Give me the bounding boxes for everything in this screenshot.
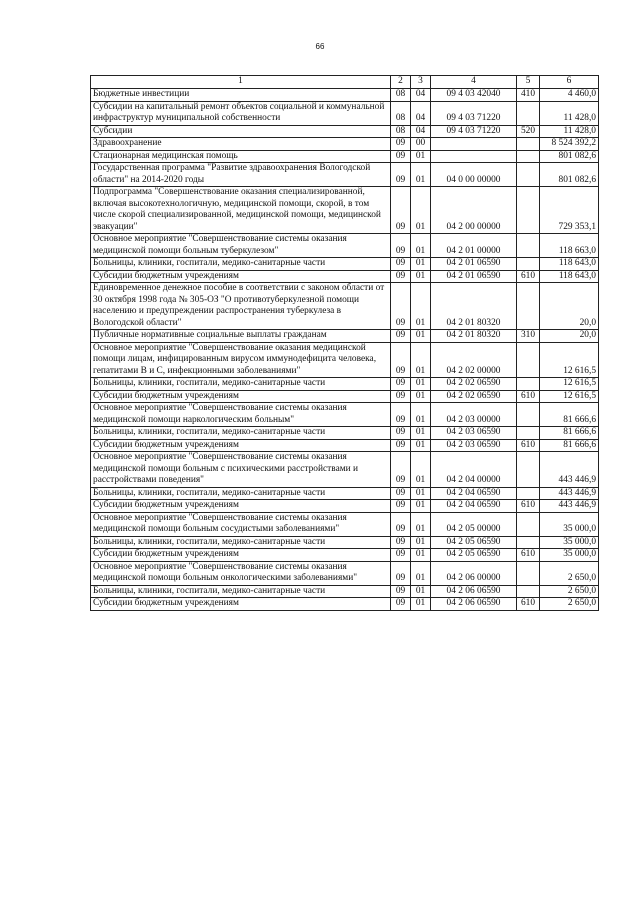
section-code-cell: 09	[391, 283, 411, 330]
subsection-code-cell: 01	[411, 403, 431, 427]
expense-type-cell	[517, 452, 540, 488]
amount-cell: 118 643,0	[540, 270, 599, 283]
table-row	[91, 101, 599, 125]
amount-cell: 8 524 392,2	[540, 138, 599, 151]
subsection-code-cell: 04	[411, 89, 431, 102]
section-code-cell: 09	[391, 500, 411, 513]
row-name-cell: Больницы, клиники, госпитали, медико-санитарные части	[91, 585, 391, 598]
table-header	[91, 76, 599, 89]
amount-cell: 2 650,0	[540, 585, 599, 598]
row-name-cell: Субсидии	[91, 125, 391, 138]
amount-cell: 20,0	[540, 283, 599, 330]
subsection-code-cell: 01	[411, 585, 431, 598]
row-name-cell: Основное мероприятие "Совершенствование системы оказания медицинской помощи наркологическим больным"	[91, 403, 391, 427]
table-row	[91, 390, 599, 403]
target-article-cell: 04 2 06 00000	[431, 561, 517, 585]
amount-cell: 81 666,6	[540, 427, 599, 440]
header-col-6: 6	[540, 76, 599, 89]
section-code-cell: 09	[391, 234, 411, 258]
target-article-cell: 04 2 05 06590	[431, 536, 517, 549]
header-col-2: 2	[391, 76, 411, 89]
amount-cell: 35 000,0	[540, 549, 599, 562]
target-article-cell: 04 2 01 80320	[431, 330, 517, 343]
table-row	[91, 403, 599, 427]
expense-type-cell	[517, 536, 540, 549]
amount-cell: 801 082,6	[540, 150, 599, 163]
table-row	[91, 89, 599, 102]
target-article-cell: 04 2 03 06590	[431, 439, 517, 452]
subsection-code-cell: 01	[411, 439, 431, 452]
table-row	[91, 549, 599, 562]
amount-cell: 12 616,5	[540, 342, 599, 378]
row-name-cell: Основное мероприятие "Совершенствование системы оказания медицинской помощи больным онкологическими заболеваниями"	[91, 561, 391, 585]
subsection-code-cell: 01	[411, 258, 431, 271]
row-name-cell: Основное мероприятие "Совершенствование оказания медицинской помощи лицам, инфицированным вирусом иммунодефицита человека, гепатитами В и С, инфекционными заболеваниями"	[91, 342, 391, 378]
subsection-code-cell: 00	[411, 138, 431, 151]
expense-type-cell	[517, 258, 540, 271]
amount-cell: 118 643,0	[540, 258, 599, 271]
section-code-cell: 09	[391, 585, 411, 598]
table-row	[91, 125, 599, 138]
section-code-cell: 09	[391, 330, 411, 343]
target-article-cell: 09 4 03 71220	[431, 125, 517, 138]
subsection-code-cell: 01	[411, 390, 431, 403]
amount-cell: 2 650,0	[540, 561, 599, 585]
expense-type-cell	[517, 234, 540, 258]
row-name-cell: Субсидии на капитальный ремонт объектов социальной и коммунальной инфраструктур муниципальной собственности	[91, 101, 391, 125]
section-code-cell: 08	[391, 101, 411, 125]
row-name-cell: Субсидии бюджетным учреждениям	[91, 270, 391, 283]
subsection-code-cell: 01	[411, 270, 431, 283]
subsection-code-cell: 01	[411, 330, 431, 343]
subsection-code-cell: 01	[411, 512, 431, 536]
expense-type-cell	[517, 163, 540, 187]
amount-cell: 2 650,0	[540, 598, 599, 611]
section-code-cell: 09	[391, 342, 411, 378]
target-article-cell: 04 2 03 06590	[431, 427, 517, 440]
table-row	[91, 187, 599, 234]
header-col-5: 5	[517, 76, 540, 89]
row-name-cell: Основное мероприятие "Совершенствование системы оказания медицинской помощи больным туберкулезом"	[91, 234, 391, 258]
section-code-cell: 09	[391, 452, 411, 488]
target-article-cell: 04 2 01 80320	[431, 283, 517, 330]
amount-cell: 443 446,9	[540, 500, 599, 513]
table-row	[91, 598, 599, 611]
subsection-code-cell: 01	[411, 500, 431, 513]
table-row	[91, 452, 599, 488]
table-row	[91, 283, 599, 330]
section-code-cell: 09	[391, 561, 411, 585]
row-name-cell: Субсидии бюджетным учреждениям	[91, 439, 391, 452]
expense-type-cell	[517, 427, 540, 440]
row-name-cell: Подпрограмма "Совершенствование оказания специализированной, включая высокотехнологичную, медицинской помощи, скорой, в том числе скорой специализированной, медицинской помощи, медицинской эвакуации"	[91, 187, 391, 234]
target-article-cell: 04 2 05 00000	[431, 512, 517, 536]
row-name-cell: Основное мероприятие "Совершенствование системы оказания медицинской помощи больным сосудистыми заболеваниями"	[91, 512, 391, 536]
table-row	[91, 163, 599, 187]
target-article-cell: 04 2 02 06590	[431, 390, 517, 403]
header-row	[91, 76, 599, 89]
row-name-cell: Субсидии бюджетным учреждениям	[91, 390, 391, 403]
table-row	[91, 342, 599, 378]
expense-type-cell	[517, 585, 540, 598]
amount-cell: 35 000,0	[540, 536, 599, 549]
expense-type-cell: 610	[517, 549, 540, 562]
amount-cell: 118 663,0	[540, 234, 599, 258]
target-article-cell: 04 2 01 00000	[431, 234, 517, 258]
budget-table	[90, 75, 599, 611]
table-row	[91, 585, 599, 598]
amount-cell: 11 428,0	[540, 101, 599, 125]
target-article-cell: 04 2 01 06590	[431, 270, 517, 283]
expense-type-cell: 610	[517, 390, 540, 403]
expense-type-cell	[517, 403, 540, 427]
table-row	[91, 150, 599, 163]
subsection-code-cell: 01	[411, 561, 431, 585]
row-name-cell: Больницы, клиники, госпитали, медико-санитарные части	[91, 536, 391, 549]
table-row	[91, 258, 599, 271]
subsection-code-cell: 01	[411, 536, 431, 549]
target-article-cell: 09 4 03 42040	[431, 89, 517, 102]
table-row	[91, 378, 599, 391]
expense-type-cell	[517, 101, 540, 125]
target-article-cell: 04 2 06 06590	[431, 598, 517, 611]
subsection-code-cell: 01	[411, 163, 431, 187]
expense-type-cell	[517, 138, 540, 151]
table-row	[91, 536, 599, 549]
target-article-cell: 04 2 04 00000	[431, 452, 517, 488]
target-article-cell: 04 2 00 00000	[431, 187, 517, 234]
header-col-4: 4	[431, 76, 517, 89]
subsection-code-cell: 01	[411, 283, 431, 330]
target-article-cell: 04 2 05 06590	[431, 549, 517, 562]
table-row	[91, 500, 599, 513]
row-name-cell: Больницы, клиники, госпитали, медико-санитарные части	[91, 378, 391, 391]
amount-cell: 443 446,9	[540, 452, 599, 488]
target-article-cell: 04 2 02 00000	[431, 342, 517, 378]
amount-cell: 443 446,9	[540, 487, 599, 500]
target-article-cell: 04 2 03 00000	[431, 403, 517, 427]
row-name-cell: Больницы, клиники, госпитали, медико-санитарные части	[91, 487, 391, 500]
table-row	[91, 427, 599, 440]
section-code-cell: 09	[391, 439, 411, 452]
subsection-code-cell: 01	[411, 452, 431, 488]
section-code-cell: 09	[391, 487, 411, 500]
row-name-cell: Государственная программа "Развитие здравоохранения Вологодской области" на 2014-2020 годы	[91, 163, 391, 187]
row-name-cell: Стационарная медицинская помощь	[91, 150, 391, 163]
table-row	[91, 138, 599, 151]
expense-type-cell	[517, 561, 540, 585]
expense-type-cell: 610	[517, 439, 540, 452]
subsection-code-cell: 01	[411, 342, 431, 378]
target-article-cell: 04 2 02 06590	[431, 378, 517, 391]
row-name-cell: Единовременное денежное пособие в соответствии с законом области от 30 октября 1998 года № 305-ОЗ "О противотуберкулезной помощи населению и предупреждении распространения туберкулеза в Вологодской области"	[91, 283, 391, 330]
row-name-cell: Субсидии бюджетным учреждениям	[91, 549, 391, 562]
table-row	[91, 234, 599, 258]
row-name-cell: Субсидии бюджетным учреждениям	[91, 598, 391, 611]
amount-cell: 4 460,0	[540, 89, 599, 102]
section-code-cell: 09	[391, 549, 411, 562]
section-code-cell: 09	[391, 598, 411, 611]
section-code-cell: 09	[391, 270, 411, 283]
section-code-cell: 09	[391, 403, 411, 427]
subsection-code-cell: 04	[411, 125, 431, 138]
header-col-1: 1	[91, 76, 391, 89]
page-number: 66	[315, 42, 325, 51]
section-code-cell: 09	[391, 390, 411, 403]
section-code-cell: 09	[391, 163, 411, 187]
expense-type-cell	[517, 150, 540, 163]
table-row	[91, 561, 599, 585]
section-code-cell: 09	[391, 378, 411, 391]
expense-type-cell	[517, 283, 540, 330]
table-body	[91, 89, 599, 611]
target-article-cell: 09 4 03 71220	[431, 101, 517, 125]
table-row	[91, 330, 599, 343]
subsection-code-cell: 04	[411, 101, 431, 125]
section-code-cell: 09	[391, 150, 411, 163]
amount-cell: 81 666,6	[540, 439, 599, 452]
expense-type-cell	[517, 487, 540, 500]
table-row	[91, 512, 599, 536]
expense-type-cell: 520	[517, 125, 540, 138]
amount-cell: 35 000,0	[540, 512, 599, 536]
subsection-code-cell: 01	[411, 187, 431, 234]
section-code-cell: 09	[391, 258, 411, 271]
amount-cell: 11 428,0	[540, 125, 599, 138]
row-name-cell: Бюджетные инвестиции	[91, 89, 391, 102]
amount-cell: 20,0	[540, 330, 599, 343]
expense-type-cell	[517, 187, 540, 234]
target-article-cell: 04 2 06 06590	[431, 585, 517, 598]
target-article-cell	[431, 150, 517, 163]
target-article-cell: 04 0 00 00000	[431, 163, 517, 187]
amount-cell: 729 353,1	[540, 187, 599, 234]
subsection-code-cell: 01	[411, 378, 431, 391]
table-row	[91, 270, 599, 283]
header-col-3: 3	[411, 76, 431, 89]
expense-type-cell: 610	[517, 598, 540, 611]
section-code-cell: 09	[391, 187, 411, 234]
subsection-code-cell: 01	[411, 598, 431, 611]
row-name-cell: Публичные нормативные социальные выплаты гражданам	[91, 330, 391, 343]
subsection-code-cell: 01	[411, 427, 431, 440]
target-article-cell: 04 2 01 06590	[431, 258, 517, 271]
subsection-code-cell: 01	[411, 234, 431, 258]
amount-cell: 12 616,5	[540, 378, 599, 391]
expense-type-cell: 610	[517, 270, 540, 283]
expense-type-cell	[517, 512, 540, 536]
target-article-cell: 04 2 04 06590	[431, 487, 517, 500]
section-code-cell: 09	[391, 138, 411, 151]
subsection-code-cell: 01	[411, 150, 431, 163]
expense-type-cell	[517, 378, 540, 391]
target-article-cell: 04 2 04 06590	[431, 500, 517, 513]
expense-type-cell: 410	[517, 89, 540, 102]
expense-type-cell	[517, 342, 540, 378]
row-name-cell: Больницы, клиники, госпитали, медико-санитарные части	[91, 258, 391, 271]
row-name-cell: Основное мероприятие "Совершенствование системы оказания медицинской помощи больным с психическими расстройствами и расстройствами поведения"	[91, 452, 391, 488]
expense-type-cell: 610	[517, 500, 540, 513]
target-article-cell	[431, 138, 517, 151]
subsection-code-cell: 01	[411, 487, 431, 500]
section-code-cell: 09	[391, 536, 411, 549]
section-code-cell: 08	[391, 89, 411, 102]
section-code-cell: 09	[391, 427, 411, 440]
row-name-cell: Здравоохранение	[91, 138, 391, 151]
row-name-cell: Субсидии бюджетным учреждениям	[91, 500, 391, 513]
subsection-code-cell: 01	[411, 549, 431, 562]
row-name-cell: Больницы, клиники, госпитали, медико-санитарные части	[91, 427, 391, 440]
table-row	[91, 439, 599, 452]
expense-type-cell: 310	[517, 330, 540, 343]
section-code-cell: 09	[391, 512, 411, 536]
section-code-cell: 08	[391, 125, 411, 138]
table-row	[91, 487, 599, 500]
amount-cell: 801 082,6	[540, 163, 599, 187]
amount-cell: 12 616,5	[540, 390, 599, 403]
amount-cell: 81 666,6	[540, 403, 599, 427]
